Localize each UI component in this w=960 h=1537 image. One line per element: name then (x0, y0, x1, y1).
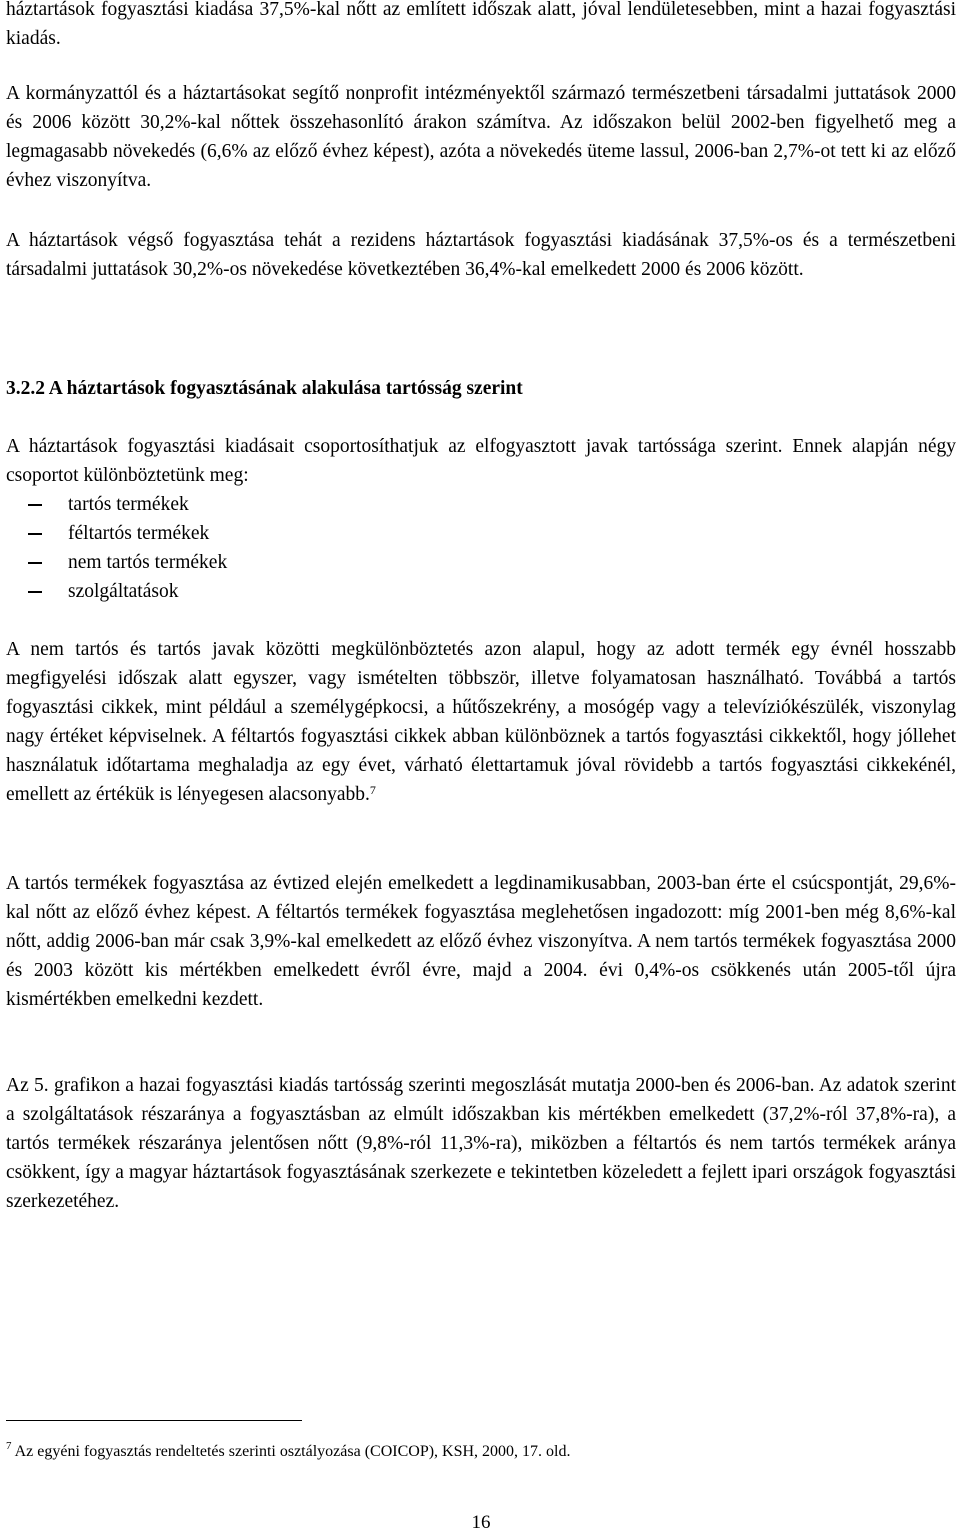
footnote-number: 7 (6, 1440, 12, 1452)
paragraph-durable-trends: A tartós termékek fogyasztása az évtized elején emelkedett a legdinamikusabban, 2003-ban érte el csúcspontját, 29,6%-kal nőtt az előző évhez képest. A féltartós termékek fogyasztása meglehetősen ingadozott: míg 2001-ben még 8,6%-kal nőtt, addig 2006-ban már csak 3,9%-kal emelkedett az előző évhez viszonyítva. A nem tartós termékek fogyasztása 2000 és 2003 között kis mértékben emelkedett évről évre, majd a 2004. évi 0,4%-os csökkenés után 2005-től újra kismértékben emelkedni kezdett. (6, 873, 956, 1010)
paragraph-final-consumption: A háztartások végső fogyasztása tehát a rezidens háztartások fogyasztási kiadásának 37,5%-os és a természetbeni társadalmi juttatások 30,2%-os növekedése következtében 36,4%-kal emelkedett 2000 és 2006 között. (6, 230, 956, 280)
list-item: nem tartós termékek (28, 548, 227, 577)
list-item: féltartós termékek (28, 519, 227, 548)
paragraph-grouping-intro: A háztartások fogyasztási kiadásait csoportosíthatjuk az elfogyasztott javak tartóssága szerint. Ennek alapján négy csoportot különböztetünk meg: (6, 436, 956, 486)
footnote (6, 1440, 571, 1464)
dash-bullet-icon (28, 504, 42, 506)
paragraph-household-spending: háztartások fogyasztási kiadása 37,5%-kal nőtt az említett időszak alatt, jóval lendületesebben, mint a hazai fogyasztási kiadás. (6, 0, 956, 49)
dash-bullet-icon (28, 562, 42, 564)
footnote-reference[interactable]: 7 (369, 783, 376, 797)
list-item: szolgáltatások (28, 577, 227, 606)
footnote-text: Az egyéni fogyasztás rendeltetés szerinti osztályozása (COICOP), KSH, 2000, 17. old. (14, 1443, 571, 1460)
durability-group-list (28, 490, 227, 606)
dash-bullet-icon (28, 591, 42, 593)
dash-bullet-icon (28, 533, 42, 535)
paragraph-durability-definition: A nem tartós és tartós javak közötti megkülönböztetés azon alapul, hogy az adott termék egy évnél hosszabb megfigyelési időszak alatt egyszer, vagy ismételten többször, illetve folyamatosan használható. Továbbá a tartós fogyasztási cikkek, mint például a személygépkocsi, a hűtőszekrény, a mosógép vagy a televíziókészülék, viszonylag nagy értéket képviselnek. A féltartós fogyasztási cikkek abban különböznek a tartós fogyasztási cikkektől, hogy jóllehet használatuk időtartama meghaladja az egy évet, várható élettartamuk jóval rövidebb a tartós fogyasztási cikkekénél, emellett az értékük is lényegesen alacsonyabb.$^7$ (6, 639, 956, 805)
section-heading: 3.2.2 A háztartások fogyasztásának alakulása tartósság szerint (6, 378, 523, 399)
list-item: tartós termékek (28, 490, 227, 519)
paragraph-chart-description: Az 5. grafikon a hazai fogyasztási kiadás tartósság szerinti megoszlását mutatja 2000-ben és 2006-ban. Az adatok szerint a szolgáltatások részaránya a fogyasztásban az elmúlt időszakban kis mértékben emelkedett (37,2%-ról 37,8%-ra), a tartós termékek részaránya jelentősen nőtt (9,8%-ról 11,3%-ra), miközben a féltartós és nem tartós termékek aránya csökkent, így a magyar háztartások fogyasztásának szerkezete e tekintetben közeledett a fejlett ipari országok fogyasztási szerkezetéhez. (6, 1075, 956, 1212)
paragraph-social-transfers: A kormányzattól és a háztartásokat segítő nonprofit intézményektől származó természetbeni társadalmi juttatások 2000 és 2006 között 30,2%-kal nőttek összehasonlító árakon számítva. Az időszakon belül 2002-ben figyelhető meg a legmagasabb növekedés (6,6% az előző évhez képest), azóta a növekedés üteme lassul, 2006-ban 2,7%-ot tett ki az előző évhez viszonyítva. (6, 83, 956, 191)
page-number: 16 (471, 1512, 491, 1533)
footnote-divider (6, 1420, 302, 1421)
